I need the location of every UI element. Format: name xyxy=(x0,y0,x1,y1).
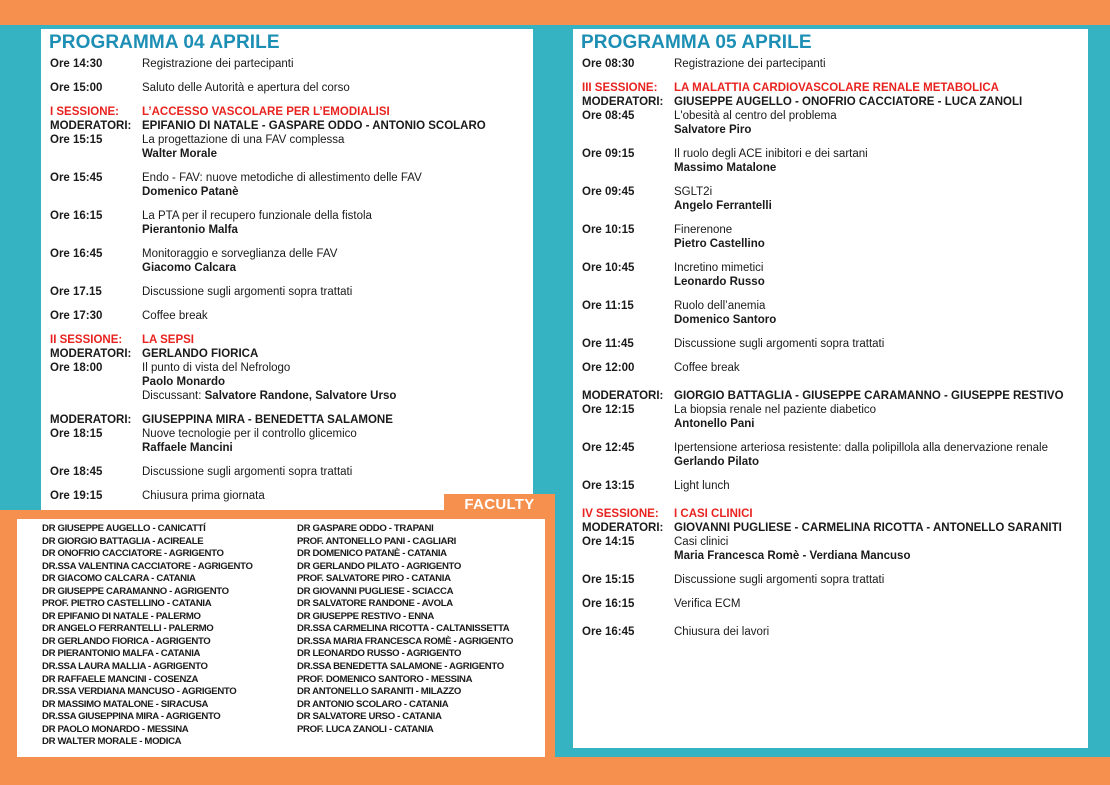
speaker-name: Giacomo Calcara xyxy=(142,262,236,274)
speaker-name: Pierantonio Malfa xyxy=(142,224,238,236)
item-text: Il ruolo degli ACE inibitori e dei sartani xyxy=(674,148,868,160)
item-text: GIOVANNI PUGLIESE - CARMELINA RICOTTA - ANTONELLO SARANITI xyxy=(674,522,1062,534)
time-label: II SESSIONE: xyxy=(50,334,123,346)
item-text: Light lunch xyxy=(674,480,730,492)
discussant-names: Salvatore Randone, Salvatore Urso xyxy=(204,390,397,402)
bottom-band xyxy=(0,757,1110,785)
program-day1-schedule xyxy=(50,57,527,503)
faculty-member: DR ONOFRIO CACCIATORE - AGRIGENTO xyxy=(42,548,224,560)
item-text: Discussione sugli argomenti sopra trattati xyxy=(142,286,353,298)
item-text: Coffee break xyxy=(142,310,208,322)
time-label: Ore 11:15 xyxy=(582,300,634,312)
session-title xyxy=(674,507,1082,521)
time-label: Ore 18:45 xyxy=(50,466,103,478)
faculty-member: PROF. ANTONELLO PANI - CAGLIARI xyxy=(297,535,456,547)
item-text: Incretino mimetici xyxy=(674,262,764,274)
session-title xyxy=(142,333,527,347)
time-label: MODERATORI: xyxy=(582,390,664,402)
schedule-item xyxy=(582,403,1082,431)
moderators-names xyxy=(674,95,1082,109)
time-label: MODERATORI: xyxy=(582,522,664,534)
session-heading xyxy=(50,105,527,119)
item-title xyxy=(674,147,1082,175)
time-label: Ore 11:45 xyxy=(582,338,634,350)
item-title xyxy=(674,299,1082,327)
moderators-row xyxy=(50,119,527,133)
faculty-member: DR PAOLO MONARDO - MESSINA xyxy=(42,723,189,735)
faculty-title: FACULTY xyxy=(444,494,555,519)
faculty-member: DR ANTONIO SCOLARO - CATANIA xyxy=(297,698,449,710)
time-label: I SESSIONE: xyxy=(50,106,120,118)
item-text: Ruolo dell’anemia xyxy=(674,300,766,312)
speaker-name: Salvatore Piro xyxy=(674,124,752,136)
item-text: Coffee break xyxy=(674,362,740,374)
faculty-member: DR EPIFANIO DI NATALE - PALERMO xyxy=(42,610,201,622)
faculty-member: DR SALVATORE URSO - CATANIA xyxy=(297,711,442,723)
faculty-column-1 xyxy=(42,523,253,749)
faculty-member: DR WALTER MORALE - MODICA xyxy=(42,736,182,748)
faculty-member: DR.SSA VALENTINA CACCIATORE - AGRIGENTO xyxy=(42,560,253,572)
moderators-names xyxy=(674,389,1082,403)
moderators-row xyxy=(582,521,1082,535)
item-text: L'obesità al centro del problema xyxy=(674,110,837,122)
time-label: Ore 14:15 xyxy=(582,536,635,548)
item-text: I CASI CLINICI xyxy=(674,508,753,520)
discussant-label: Discussant: xyxy=(142,390,205,402)
faculty-member: DR DOMENICO PATANÈ - CATANIA xyxy=(297,548,447,560)
item-text: LA SEPSI xyxy=(142,334,194,346)
schedule-item xyxy=(582,441,1082,469)
speaker-name: Massimo Matalone xyxy=(674,162,777,174)
speaker-name: Raffaele Mancini xyxy=(142,442,233,454)
time-label: Ore 09:15 xyxy=(582,148,635,160)
time-label: Ore 09:45 xyxy=(582,186,635,198)
item-text: Monitoraggio e sorveglianza delle FAV xyxy=(142,248,338,260)
schedule-item xyxy=(582,147,1082,175)
faculty-member: DR GIOVANNI PUGLIESE - SCIACCA xyxy=(297,585,454,597)
time-label: Ore 18:15 xyxy=(50,428,103,440)
item-title xyxy=(674,361,1082,375)
item-text: Casi clinici xyxy=(674,536,729,548)
item-text: Chiusura dei lavori xyxy=(674,626,770,638)
faculty-member: DR.SSA MARIA FRANCESCA ROMÈ - AGRIGENTO xyxy=(297,635,514,647)
item-text: Chiusura prima giornata xyxy=(142,490,265,502)
item-text: EPIFANIO DI NATALE - GASPARE ODDO - ANTONIO SCOLARO xyxy=(142,120,486,132)
item-text: GIORGIO BATTAGLIA - GIUSEPPE CARAMANNO - GIUSEPPE RESTIVO xyxy=(674,390,1064,402)
item-text: SGLT2i xyxy=(674,186,713,198)
faculty-member: DR PIERANTONIO MALFA - CATANIA xyxy=(42,648,201,660)
schedule-item xyxy=(582,261,1082,289)
speaker-name: Angelo Ferrantelli xyxy=(674,200,772,212)
item-title xyxy=(142,81,527,95)
speaker-name: Maria Francesca Romè - Verdiana Mancuso xyxy=(674,550,911,562)
faculty-member: DR ANTONELLO SARANITI - MILAZZO xyxy=(297,686,461,698)
moderators-row xyxy=(50,413,527,427)
item-title xyxy=(674,109,1082,137)
item-title xyxy=(674,223,1082,251)
speaker-name: Paolo Monardo xyxy=(142,376,226,388)
time-label: Ore 08:30 xyxy=(582,58,635,70)
item-text: La PTA per il recupero funzionale della fistola xyxy=(142,210,372,222)
item-text: Ipertensione arteriosa resistente: dalla polipillola alla denervazione renale xyxy=(674,442,1048,454)
item-title xyxy=(674,337,1082,351)
item-title xyxy=(142,171,527,199)
item-title xyxy=(674,479,1082,493)
time-label: Ore 19:15 xyxy=(50,490,103,502)
moderators-names xyxy=(674,521,1082,535)
schedule-item xyxy=(50,171,527,199)
session-heading xyxy=(582,81,1082,95)
program-day1-panel xyxy=(41,29,533,510)
time-label: IV SESSIONE: xyxy=(582,508,659,520)
faculty-member: PROF. SALVATORE PIRO - CATANIA xyxy=(297,573,451,585)
item-title xyxy=(674,625,1082,639)
faculty-member: DR.SSA VERDIANA MANCUSO - AGRIGENTO xyxy=(42,686,237,698)
time-label: Ore 12:15 xyxy=(582,404,635,416)
item-text: Endo - FAV: nuove metodiche di allestimento delle FAV xyxy=(142,172,422,184)
speaker-name: Domenico Patanè xyxy=(142,186,239,198)
item-title xyxy=(674,573,1082,587)
time-label: Ore 18:00 xyxy=(50,362,103,374)
item-title xyxy=(142,427,527,455)
item-text: Discussione sugli argomenti sopra trattati xyxy=(142,466,353,478)
schedule-item xyxy=(50,57,527,71)
moderators-row xyxy=(582,389,1082,403)
item-title xyxy=(142,465,527,479)
faculty-member: DR GASPARE ODDO - TRAPANI xyxy=(297,523,434,534)
item-text: GIUSEPPE AUGELLO - ONOFRIO CACCIATORE - LUCA ZANOLI xyxy=(674,96,1023,108)
faculty-member: DR GIACOMO CALCARA - CATANIA xyxy=(42,573,196,585)
time-label: Ore 08:45 xyxy=(582,110,635,122)
session-heading xyxy=(582,507,1082,521)
time-label: Ore 16:15 xyxy=(582,598,635,610)
item-title xyxy=(142,247,527,275)
schedule-item xyxy=(582,299,1082,327)
item-text: GERLANDO FIORICA xyxy=(142,348,259,360)
session-title xyxy=(142,105,527,119)
schedule-item xyxy=(582,223,1082,251)
faculty-column-2 xyxy=(297,523,513,736)
time-label: Ore 12:00 xyxy=(582,362,635,374)
time-label: Ore 15:15 xyxy=(50,134,103,146)
item-text: Saluto delle Autorità e apertura del corso xyxy=(142,82,350,94)
item-text: GIUSEPPINA MIRA - BENEDETTA SALAMONE xyxy=(142,414,393,426)
schedule-item xyxy=(50,133,527,161)
time-label: Ore 12:45 xyxy=(582,442,635,454)
item-text: LA MALATTIA CARDIOVASCOLARE RENALE METABOLICA xyxy=(674,82,999,94)
faculty-member: DR GIUSEPPE CARAMANNO - AGRIGENTO xyxy=(42,585,229,597)
faculty-member: PROF. LUCA ZANOLI - CATANIA xyxy=(297,723,434,735)
schedule-item xyxy=(582,625,1082,639)
faculty-member: DR GIUSEPPE AUGELLO - CANICATTÍ xyxy=(42,523,206,534)
item-text: Nuove tecnologie per il controllo glicemico xyxy=(142,428,357,440)
schedule-item xyxy=(582,337,1082,351)
item-text: Registrazione dei partecipanti xyxy=(142,58,294,70)
faculty-member: DR SALVATORE RANDONE - AVOLA xyxy=(297,598,453,610)
faculty-member: PROF. PIETRO CASTELLINO - CATANIA xyxy=(42,598,212,610)
program-day2-panel xyxy=(573,29,1088,748)
session-title xyxy=(674,81,1082,95)
faculty-member: DR GERLANDO FIORICA - AGRIGENTO xyxy=(42,635,211,647)
moderators-row xyxy=(582,95,1082,109)
item-text: La biopsia renale nel paziente diabetico xyxy=(674,404,877,416)
time-label: Ore 17.15 xyxy=(50,286,102,298)
time-label: MODERATORI: xyxy=(50,414,132,426)
item-title xyxy=(674,535,1082,563)
schedule-item xyxy=(50,285,527,299)
faculty-member: DR GIUSEPPE RESTIVO - ENNA xyxy=(297,610,434,622)
time-label: MODERATORI: xyxy=(50,348,132,360)
item-title xyxy=(142,209,527,237)
item-text: Registrazione dei partecipanti xyxy=(674,58,826,70)
item-text: L’ACCESSO VASCOLARE PER L’EMODIALISI xyxy=(142,106,390,118)
item-text: Il punto di vista del Nefrologo xyxy=(142,362,291,374)
item-text: Finerenone xyxy=(674,224,733,236)
time-label: Ore 15:45 xyxy=(50,172,103,184)
faculty-member: DR.SSA BENEDETTA SALAMONE - AGRIGENTO xyxy=(297,661,504,673)
time-label: Ore 10:45 xyxy=(582,262,635,274)
time-label: Ore 14:30 xyxy=(50,58,103,70)
speaker-name: Antonello Pani xyxy=(674,418,755,430)
item-title xyxy=(142,57,527,71)
item-title xyxy=(142,361,527,403)
speaker-name: Pietro Castellino xyxy=(674,238,765,250)
item-title xyxy=(674,185,1082,213)
item-text: Verifica ECM xyxy=(674,598,741,610)
moderators-names xyxy=(142,347,527,361)
item-title xyxy=(674,441,1082,469)
speaker-name: Leonardo Russo xyxy=(674,276,765,288)
session-heading xyxy=(50,333,527,347)
program-day2-schedule xyxy=(582,57,1082,639)
time-label: MODERATORI: xyxy=(50,120,132,132)
schedule-item xyxy=(582,573,1082,587)
schedule-item xyxy=(50,427,527,455)
faculty-panel xyxy=(17,519,545,757)
schedule-item xyxy=(582,535,1082,563)
item-text: Discussione sugli argomenti sopra trattati xyxy=(674,574,885,586)
faculty-member: DR GIORGIO BATTAGLIA - ACIREALE xyxy=(42,535,204,547)
faculty-member: DR RAFFAELE MANCINI - COSENZA xyxy=(42,673,199,685)
schedule-item xyxy=(582,479,1082,493)
speaker-name: Gerlando Pilato xyxy=(674,456,759,468)
schedule-item xyxy=(582,185,1082,213)
schedule-item xyxy=(50,465,527,479)
faculty-member: DR GERLANDO PILATO - AGRIGENTO xyxy=(297,560,461,572)
time-label: MODERATORI: xyxy=(582,96,664,108)
faculty-member: DR ANGELO FERRANTELLI - PALERMO xyxy=(42,623,214,635)
time-label: Ore 13:15 xyxy=(582,480,635,492)
program-day2-title: PROGRAMMA 05 APRILE xyxy=(581,32,812,53)
time-label: Ore 16:45 xyxy=(582,626,635,638)
time-label: Ore 16:45 xyxy=(50,248,103,260)
item-title xyxy=(674,597,1082,611)
schedule-item xyxy=(50,361,527,403)
time-label: III SESSIONE: xyxy=(582,82,658,94)
schedule-item xyxy=(50,81,527,95)
time-label: Ore 10:15 xyxy=(582,224,635,236)
faculty-member: DR.SSA GIUSEPPINA MIRA - AGRIGENTO xyxy=(42,711,221,723)
faculty-member: DR.SSA LAURA MALLIA - AGRIGENTO xyxy=(42,661,208,673)
schedule-item xyxy=(50,309,527,323)
schedule-item xyxy=(582,597,1082,611)
schedule-item xyxy=(50,209,527,237)
faculty-member: DR.SSA CARMELINA RICOTTA - CALTANISSETTA xyxy=(297,623,510,635)
program-day1-title: PROGRAMMA 04 APRILE xyxy=(49,32,280,53)
discussant-line xyxy=(142,389,527,403)
moderators-row xyxy=(50,347,527,361)
item-title xyxy=(142,309,527,323)
moderators-names xyxy=(142,413,527,427)
item-text: La progettazione di una FAV complessa xyxy=(142,134,345,146)
time-label: Ore 15:15 xyxy=(582,574,635,586)
schedule-item xyxy=(50,247,527,275)
moderators-names xyxy=(142,119,527,133)
schedule-item xyxy=(582,109,1082,137)
speaker-name: Domenico Santoro xyxy=(674,314,777,326)
faculty-member: DR MASSIMO MATALONE - SIRACUSA xyxy=(42,698,209,710)
faculty-member: PROF. DOMENICO SANTORO - MESSINA xyxy=(297,673,473,685)
item-title xyxy=(674,261,1082,289)
faculty-member: DR LEONARDO RUSSO - AGRIGENTO xyxy=(297,648,462,660)
schedule-item xyxy=(582,361,1082,375)
time-label: Ore 16:15 xyxy=(50,210,103,222)
item-text: Discussione sugli argomenti sopra trattati xyxy=(674,338,885,350)
item-title xyxy=(142,133,527,161)
time-label: Ore 15:00 xyxy=(50,82,103,94)
schedule-item xyxy=(582,57,1082,71)
item-title xyxy=(674,57,1082,71)
item-title xyxy=(142,285,527,299)
speaker-name: Walter Morale xyxy=(142,148,217,160)
item-title xyxy=(674,403,1082,431)
time-label: Ore 17:30 xyxy=(50,310,103,322)
